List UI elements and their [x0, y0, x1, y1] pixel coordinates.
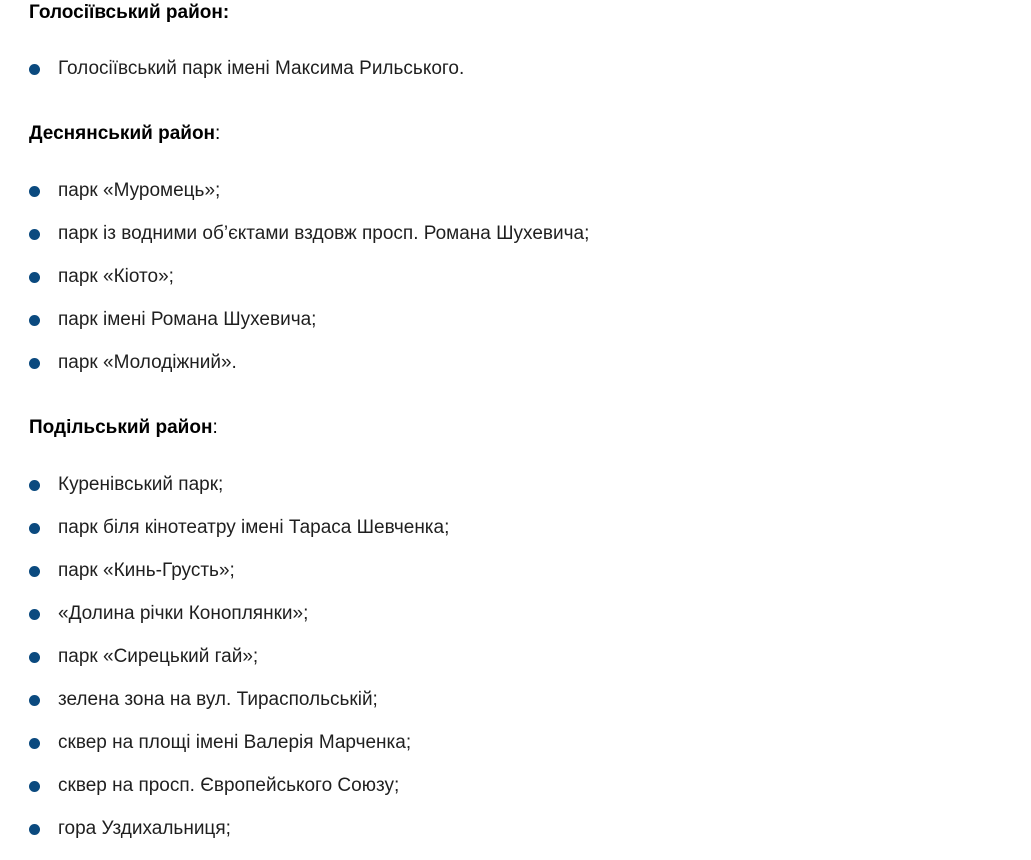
- list-item-text: сквер на площі імені Валерія Марченка;: [58, 732, 412, 753]
- list-item-text: парк «Сирецький гай»;: [58, 646, 259, 667]
- list-item-text: парк «Молодіжний».: [58, 352, 237, 373]
- list-item-text: парк «Кинь-Грусть»;: [58, 560, 235, 581]
- list-item-text: гора Уздихальниця;: [58, 818, 231, 839]
- bullet-icon: [29, 229, 40, 240]
- bullet-icon: [29, 480, 40, 491]
- list-item: [29, 559, 1009, 602]
- list-item-text: парк біля кінотеатру імені Тараса Шевченка;: [58, 517, 450, 538]
- list-item: [29, 731, 1009, 774]
- bullet-icon: [29, 566, 40, 577]
- heading-suffix: :: [215, 123, 221, 144]
- list-item-text: «Долина річки Коноплянки»;: [58, 603, 309, 624]
- bullet-icon: [29, 609, 40, 620]
- district-section-holosiivskyi: [29, 1, 1009, 100]
- bullet-icon: [29, 781, 40, 792]
- list-item: [29, 57, 1009, 100]
- list-item: [29, 179, 1009, 222]
- district-section-desnianskyi: [29, 122, 1009, 394]
- district-heading: [29, 416, 1009, 440]
- list-item: [29, 688, 1009, 731]
- bullet-icon: [29, 64, 40, 75]
- list-item-text: парк «Муромець»;: [58, 180, 221, 201]
- district-heading: [29, 122, 1009, 146]
- list-item-text: парк імені Романа Шухевича;: [58, 309, 317, 330]
- list-item-text: Голосіївський парк імені Максима Рильського.: [58, 58, 465, 79]
- list-item: [29, 351, 1009, 394]
- list-item-text: Куренівський парк;: [58, 474, 224, 495]
- list-item-text: зелена зона на вул. Тираспольській;: [58, 689, 378, 710]
- bullet-icon: [29, 272, 40, 283]
- bullet-icon: [29, 695, 40, 706]
- list-item-text: парк із водними об’єктами вздовж просп. Романа Шухевича;: [58, 223, 590, 244]
- list-item: [29, 645, 1009, 688]
- park-list: [29, 473, 1009, 860]
- bullet-icon: [29, 824, 40, 835]
- bullet-icon: [29, 738, 40, 749]
- bullet-icon: [29, 652, 40, 663]
- list-item-text: парк «Кіото»;: [58, 266, 174, 287]
- heading-suffix: :: [212, 417, 218, 438]
- district-heading-text: Голосіївський район:: [29, 2, 230, 23]
- list-item: [29, 222, 1009, 265]
- park-list: [29, 57, 1009, 100]
- district-section-podilskyi: [29, 416, 1009, 860]
- list-item: [29, 473, 1009, 516]
- list-item-text: сквер на просп. Європейського Союзу;: [58, 775, 400, 796]
- district-heading-text: Подільський район: [29, 417, 213, 438]
- bullet-icon: [29, 358, 40, 369]
- park-list: [29, 179, 1009, 394]
- list-item: [29, 774, 1009, 817]
- bullet-icon: [29, 523, 40, 534]
- list-item: [29, 817, 1009, 860]
- bullet-icon: [29, 186, 40, 197]
- list-item: [29, 308, 1009, 351]
- list-item: [29, 265, 1009, 308]
- district-heading: [29, 1, 1009, 25]
- district-heading-text: Деснянський район: [29, 123, 216, 144]
- bullet-icon: [29, 315, 40, 326]
- list-item: [29, 516, 1009, 559]
- list-item: [29, 602, 1009, 645]
